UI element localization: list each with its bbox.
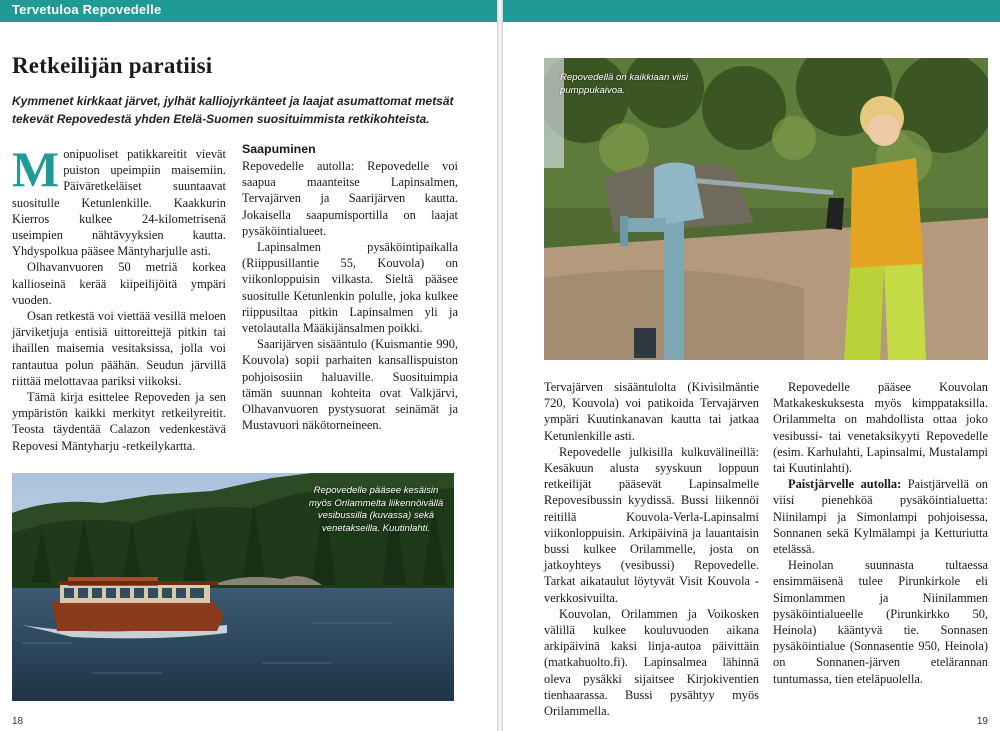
paragraph: Tervajärven sisääntulolta (Kivisilmäntie 720, Kouvola) voi patikoida Tervajärven ympäri Kuutinkanavan kautta tai jatkaa Ketunlenkille asti. — [544, 380, 759, 443]
paragraph: Olhavanvuoren 50 metriä korkea kallioseinä kerää kiipeilijöitä ympäri vuoden. — [12, 260, 226, 307]
photo-caption: Repovedellä on kaikkiaan viisi pumppukaivoa. — [560, 72, 688, 96]
photo-caption: Repovedelle pääsee kesäisin myös Orilammelta liikennöivällä vesibussilla (kuvassa) sekä venetakseilla. Kuutinlahti. — [308, 485, 444, 534]
text-column-3 — [544, 379, 759, 719]
boat-photo — [12, 473, 454, 701]
paragraph: Repovedelle julkisilla kulkuvälineillä: Kesäkuun alusta syyskuun loppuun retkeilijät pääsevät Lapinsalmelle Repovesibussin kyydissä. Bussi liikennöi reitillä Kouvola-Verla-Lapinsalmi viikonloppuisin. Arkipäivinä ja lauantaisin bussi kulkee Orilammelle, josta on jatkoyhteys (vesibussi) Repovedelle. Tarkat aikataulut löytyvät Visit Kouvola -verkkosivuilta. — [544, 444, 759, 605]
section-title: Tervetuloa Repovedelle — [12, 2, 162, 17]
pump-scene-illustration — [544, 58, 988, 360]
left-page — [0, 0, 497, 731]
lead-label: Paistjärvelle autolla: — [788, 477, 902, 492]
paragraph: Repovedelle pääsee Kouvolan Matkakeskuksesta myös kimppataksilla. Orilammelta on mahdollista ottaa joko vesibussi- tai venetaksikyyti Repovedelle (esim. Karhulahti, Lapinsalmi, Mustalampi tai Kuutinlahti). — [773, 380, 988, 476]
paragraph: Kouvolan, Orilammen ja Voikosken välillä kulkee kouluvuoden aikana arkipäivinä kaksi linja-autoa päivittäin (matkahuolto.fi). Lapinsalmea lähinnä oleva pysäkki sijaitsee Kirjokiventien tienhaarassa. Bussi pysähtyy myös Orilammella. — [544, 606, 759, 719]
paragraph: Saarijärven sisääntulo (Kuismantie 990, Kouvola) sopii parhaiten kansallispuiston pohjoisosiin haluaville. Suosituimpia tämän suunnan kohteita ovat Valkjärvi, Olhavanvuoren pystysuorat seinämät ja Mustavuori näkötorneineen. — [242, 337, 458, 433]
lead-paragraph: Kymmenet kirkkaat järvet, jylhät kalliojyrkänteet ja laajat asumattomat metsät tekevät Repovedestä yhden Etelä-Suomen suosituimmista retkikohteista. — [12, 94, 454, 126]
paragraph: Monipuoliset patikkareitit vievät puiston upeimpiin maisemiin. Päiväretkeläiset suuntaavat suositulle Ketunlenkille. Kaakkurin Kierros kulkee 24-kilometrisenä useimpien nähtävyyksien kautta. Yhdyspolkua pääsee Mäntyharjulle asti. — [12, 141, 226, 259]
page-title: Retkeilijän paratiisi — [12, 53, 213, 78]
text-column-1 — [12, 141, 226, 454]
text-column-4 — [773, 379, 988, 687]
paragraph: Lapinsalmen pysäköintipaikalla (Riippusillantie 55, Kouvola) on viikonloppuisin vilkasta. Sieltä pääsee suositulle Ketunlenkin polulle, joka kulkee riippusiltaa pitkin Lapinsalmen yli ja vetolautalla Määkijänsalmen poikki. — [242, 240, 458, 336]
paragraph: Osan retkestä voi viettää vesillä meloen järviketjuja entisiä uittoreittejä pitkin tai ihaillen maisemia vesitaksissa, jolla voi rantautua polun päähän. Seudun järvillä riittää melottavaa pariksi viikoksi. — [12, 309, 226, 388]
page-number: 18 — [12, 716, 24, 727]
subheading: Saapuminen — [242, 142, 316, 156]
water-bus — [52, 577, 224, 631]
section-header-bar — [503, 0, 1000, 22]
pump-photo — [544, 58, 988, 360]
section-header-bar — [0, 0, 497, 22]
paragraph: Tämä kirja esittelee Repoveden ja sen ympäristön kaikki merkityt retkeilyreitit. Teosta täydentää Calazon vedenkestävä Repovesi Mäntyharju -retkeilykartta. — [12, 390, 226, 453]
right-page — [503, 0, 1000, 731]
paragraph: Heinolan suunnasta tultaessa ensimmäisenä tulee Pirunkirkole eli Simonlammen ja Niinilammen pysäköintialueelle (Pirunkirkko 50, Heinola) kääntyvä tie. Sonnasen pysäköintialue (Sonnasentie 950, Heinola) on Sonnanen-järven etelärannan tuntumassa, tien eteläpuolella. — [773, 558, 988, 686]
text-column-2 — [242, 142, 458, 433]
drop-cap: M — [12, 141, 60, 197]
page-number: 19 — [976, 716, 988, 727]
paragraph: Paistjärvelle autolla: Paistjärvellä on viisi pienehköä pysäköintialuetta: Niinilampi ja Simonlampi pohjoisessa, Sonnanen sekä Kylmälampi ja Ketturiutta etelässä. — [773, 477, 988, 557]
paragraph: Repovedelle autolla: Repovedelle voi saapua maanteitse Lapinsalmen, Tervajärven ja Saarijärven kautta. Jokaisella saapumisportilla on laajat pysäköintialueet. — [242, 159, 458, 238]
